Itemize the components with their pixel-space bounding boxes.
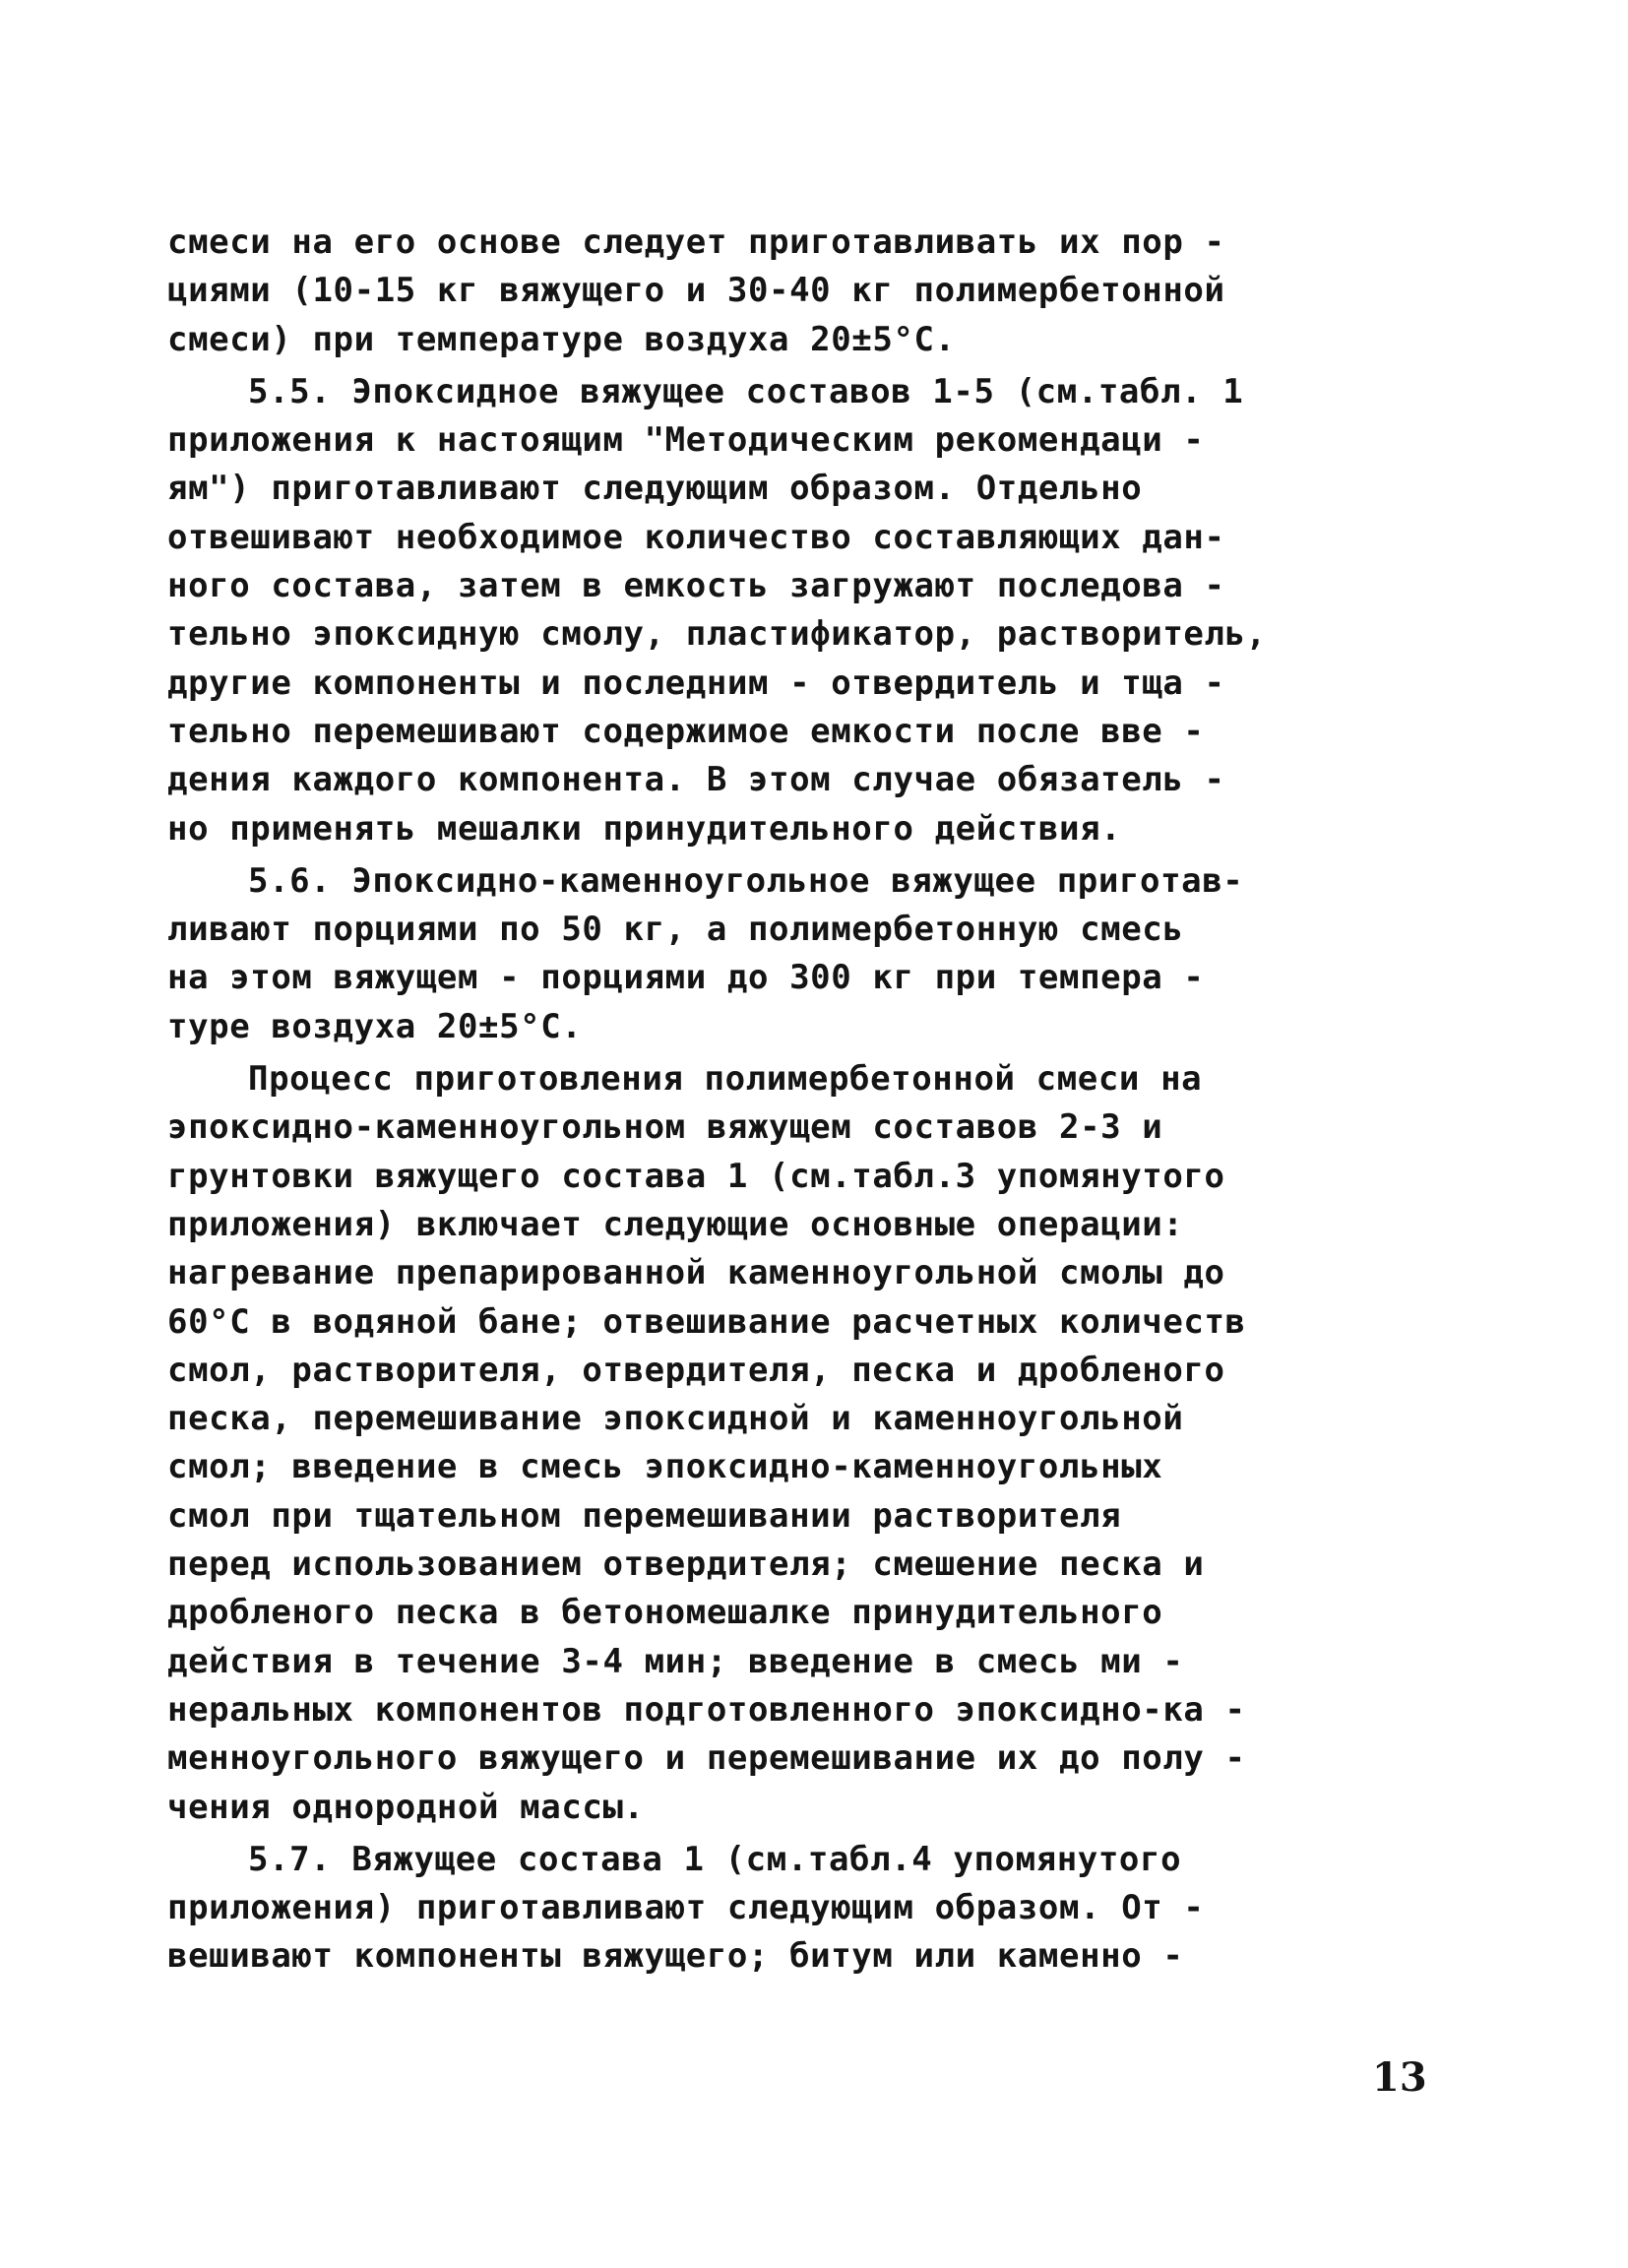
text-line: действия в течение 3-4 мин; введение в смесь ми - [167,1641,1184,1681]
text-line: 60°С в водяной бане; отвешивание расчетных количеств [167,1301,1246,1342]
text-line: приложения к настоящим "Методическим рекомендаци - [167,420,1205,461]
text-line: нагревание препарированной каменноугольной смолы до [167,1253,1225,1293]
text-line: эпоксидно-каменноугольном вяжущем составов 2-3 и [167,1107,1163,1148]
text-line: но применять мешалки принудительного действия. [167,808,1122,849]
text-line: 5.6. Эпоксидно-каменноугольное вяжущее приготав- [248,860,1244,901]
text-line: менноугольного вяжущего и перемешивание их до полу - [167,1738,1246,1779]
text-line: неральных компонентов подготовленного эпоксидно-ка - [167,1689,1246,1730]
text-line: смеси на его основе следует приготавливать их пор - [167,222,1225,262]
text-line: песка, перемешивание эпоксидной и каменноугольной [167,1399,1184,1439]
text-line: смол; введение в смесь эпоксидно-каменноугольных [167,1447,1163,1487]
text-line: другие компоненты и последним - отвердитель и тща - [167,662,1225,703]
text-line: смол при тщательном перемешивании растворителя [167,1495,1122,1536]
text-line: грунтовки вяжущего состава 1 (см.табл.3 упомянутого [167,1156,1225,1196]
text-line: 5.7. Вяжущее состава 1 (см.табл.4 упомянутого [248,1839,1182,1879]
text-line: циями (10-15 кг вяжущего и 30-40 кг полимербетонной [167,271,1225,311]
text-line: ям") приготавливают следующим образом. Отдельно [167,469,1143,509]
body-text [167,219,1447,1982]
text-line: приложения) приготавливают следующим образом. От - [167,1888,1205,1928]
text-line: отвешивают необходимое количество составляющих дан- [167,517,1225,557]
text-line: дробленого песка в бетономешалке принудительного [167,1593,1163,1633]
text-line: дения каждого компонента. В этом случае обязатель - [167,760,1225,800]
text-line: ливают порциями по 50 кг, а полимербетонную смесь [167,910,1184,950]
text-line: ного состава, затем в емкость загружают последова - [167,566,1225,606]
text-line: Процесс приготовления полимербетонной смеси на [248,1059,1203,1100]
text-line: смеси) при температуре воздуха 20±5°С. [167,319,956,359]
text-line: чения однородной массы. [167,1787,645,1827]
text-line: приложения) включает следующие основные операции: [167,1204,1184,1244]
text-line: на этом вяжущем - порциями до 300 кг при темпера - [167,958,1205,998]
text-line: перед использованием отвердителя; смешение песка и [167,1544,1205,1585]
text-line: вешивают компоненты вяжущего; битум или каменно - [167,1936,1184,1977]
page-number: 13 [1372,2054,1427,2101]
text-line: смол, растворителя, отвердителя, песка и дробленого [167,1350,1225,1390]
text-line: тельно перемешивают содержимое емкости после вве - [167,711,1205,751]
text-line: 5.5. Эпоксидное вяжущее составов 1-5 (см.табл. 1 [248,371,1244,411]
text-line: тельно эпоксидную смолу, пластификатор, растворитель, [167,614,1267,655]
text-line: туре воздуха 20±5°С. [167,1006,583,1046]
